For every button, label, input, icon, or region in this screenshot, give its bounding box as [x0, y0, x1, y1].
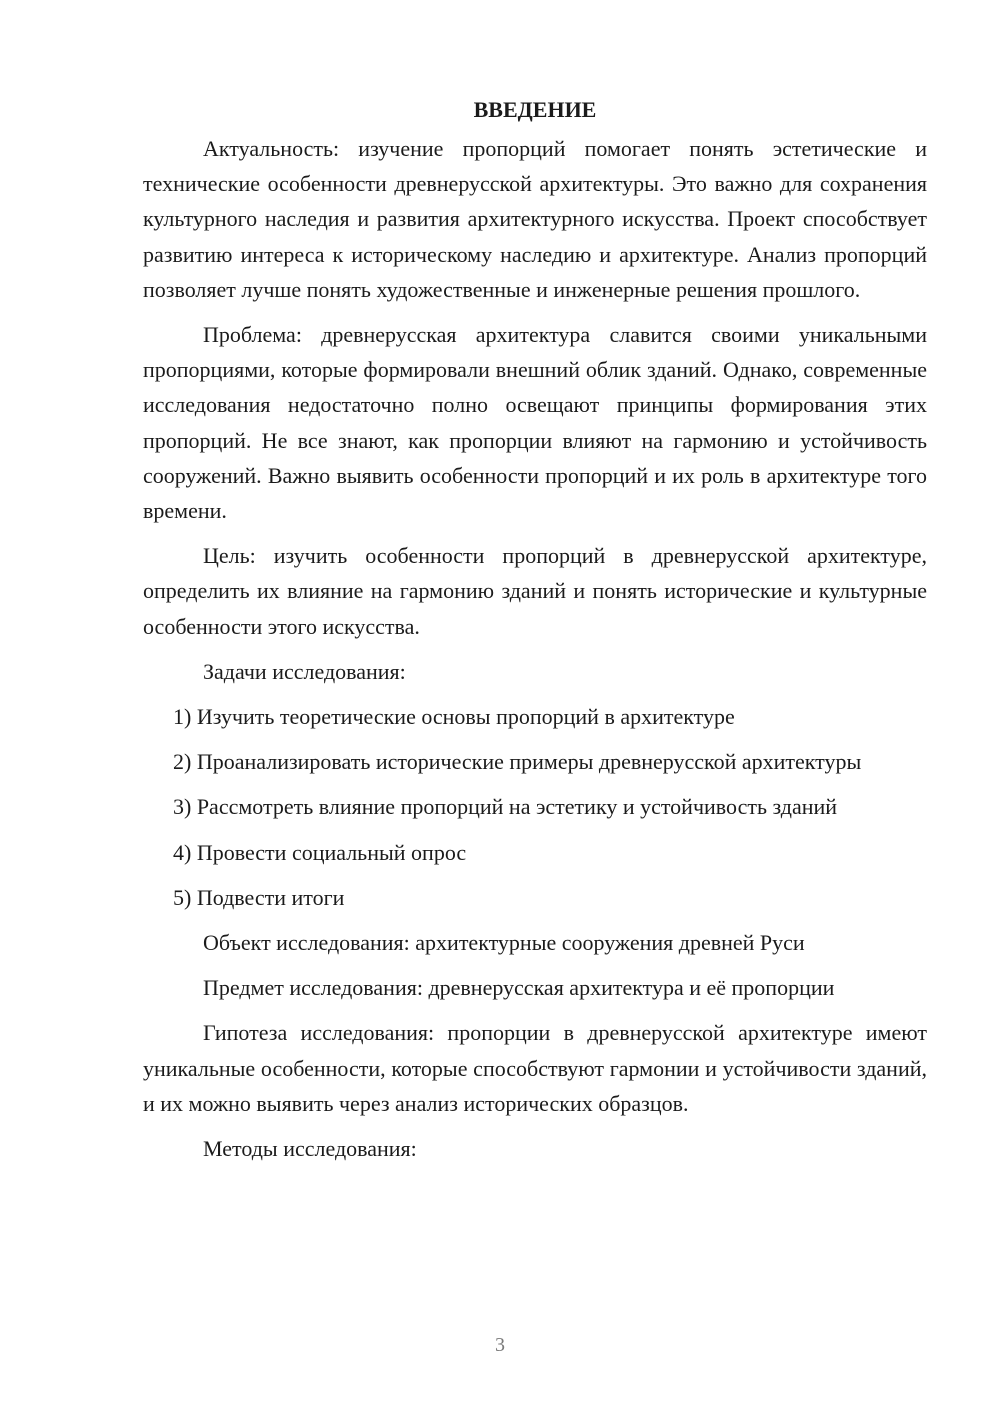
paragraph-relevance: Актуальность: изучение пропорций помогает понять эстетические и технические особенности древнерусской архитектуры. Это важно для сохранения культурного наследия и развития архитектурного искусства. Проект способствует развитию интереса к историческому наследию и архитектуре. Анализ пропорций позволяет лучше понять художественные и инженерные решения прошлого. — [143, 136, 927, 302]
paragraph-tasks-title: Задачи исследования: — [203, 658, 406, 684]
task-item-2: 2) Проанализировать исторические примеры древнерусской архитектуры — [173, 749, 862, 775]
paragraph-methods-title: Методы исследования: — [203, 1136, 417, 1162]
task-item-5: 5) Подвести итоги — [173, 884, 345, 910]
page-number: 3 — [495, 1334, 505, 1356]
paragraph-problem: Проблема: древнерусская архитектура славится своими уникальными пропорциями, которые формировали внешний облик зданий. Однако, современные исследования недостаточно полно освещают принципы формирования этих пропорций. Не все знают, как пропорции влияют на гармонию и устойчивость сооружений. Важно выявить особенности пропорций и их роль в архитектуре того времени. — [143, 322, 927, 524]
paragraph-hypothesis: Гипотеза исследования: пропорции в древнерусской архитектуре имеют уникальные особенности, которые способствуют гармонии и устойчивости зданий, и их можно выявить через анализ исторических образцов. — [143, 1020, 927, 1116]
paragraph-object: Объект исследования: архитектурные сооружения древней Руси — [203, 930, 805, 956]
paragraph-goal: Цель: изучить особенности пропорций в древнерусской архитектуре, определить их влияние на гармонию зданий и понять исторические и культурные особенности этого искусства. — [143, 543, 927, 639]
task-item-3: 3) Рассмотреть влияние пропорций на эстетику и устойчивость зданий — [173, 794, 838, 820]
task-item-4: 4) Провести социальный опрос — [173, 839, 467, 865]
task-item-1: 1) Изучить теоретические основы пропорций в архитектуре — [173, 704, 735, 730]
paragraph-subject: Предмет исследования: древнерусская архитектура и её пропорции — [203, 975, 835, 1001]
section-heading: ВВЕДЕНИЕ — [473, 97, 597, 122]
document-body — [143, 92, 927, 1176]
